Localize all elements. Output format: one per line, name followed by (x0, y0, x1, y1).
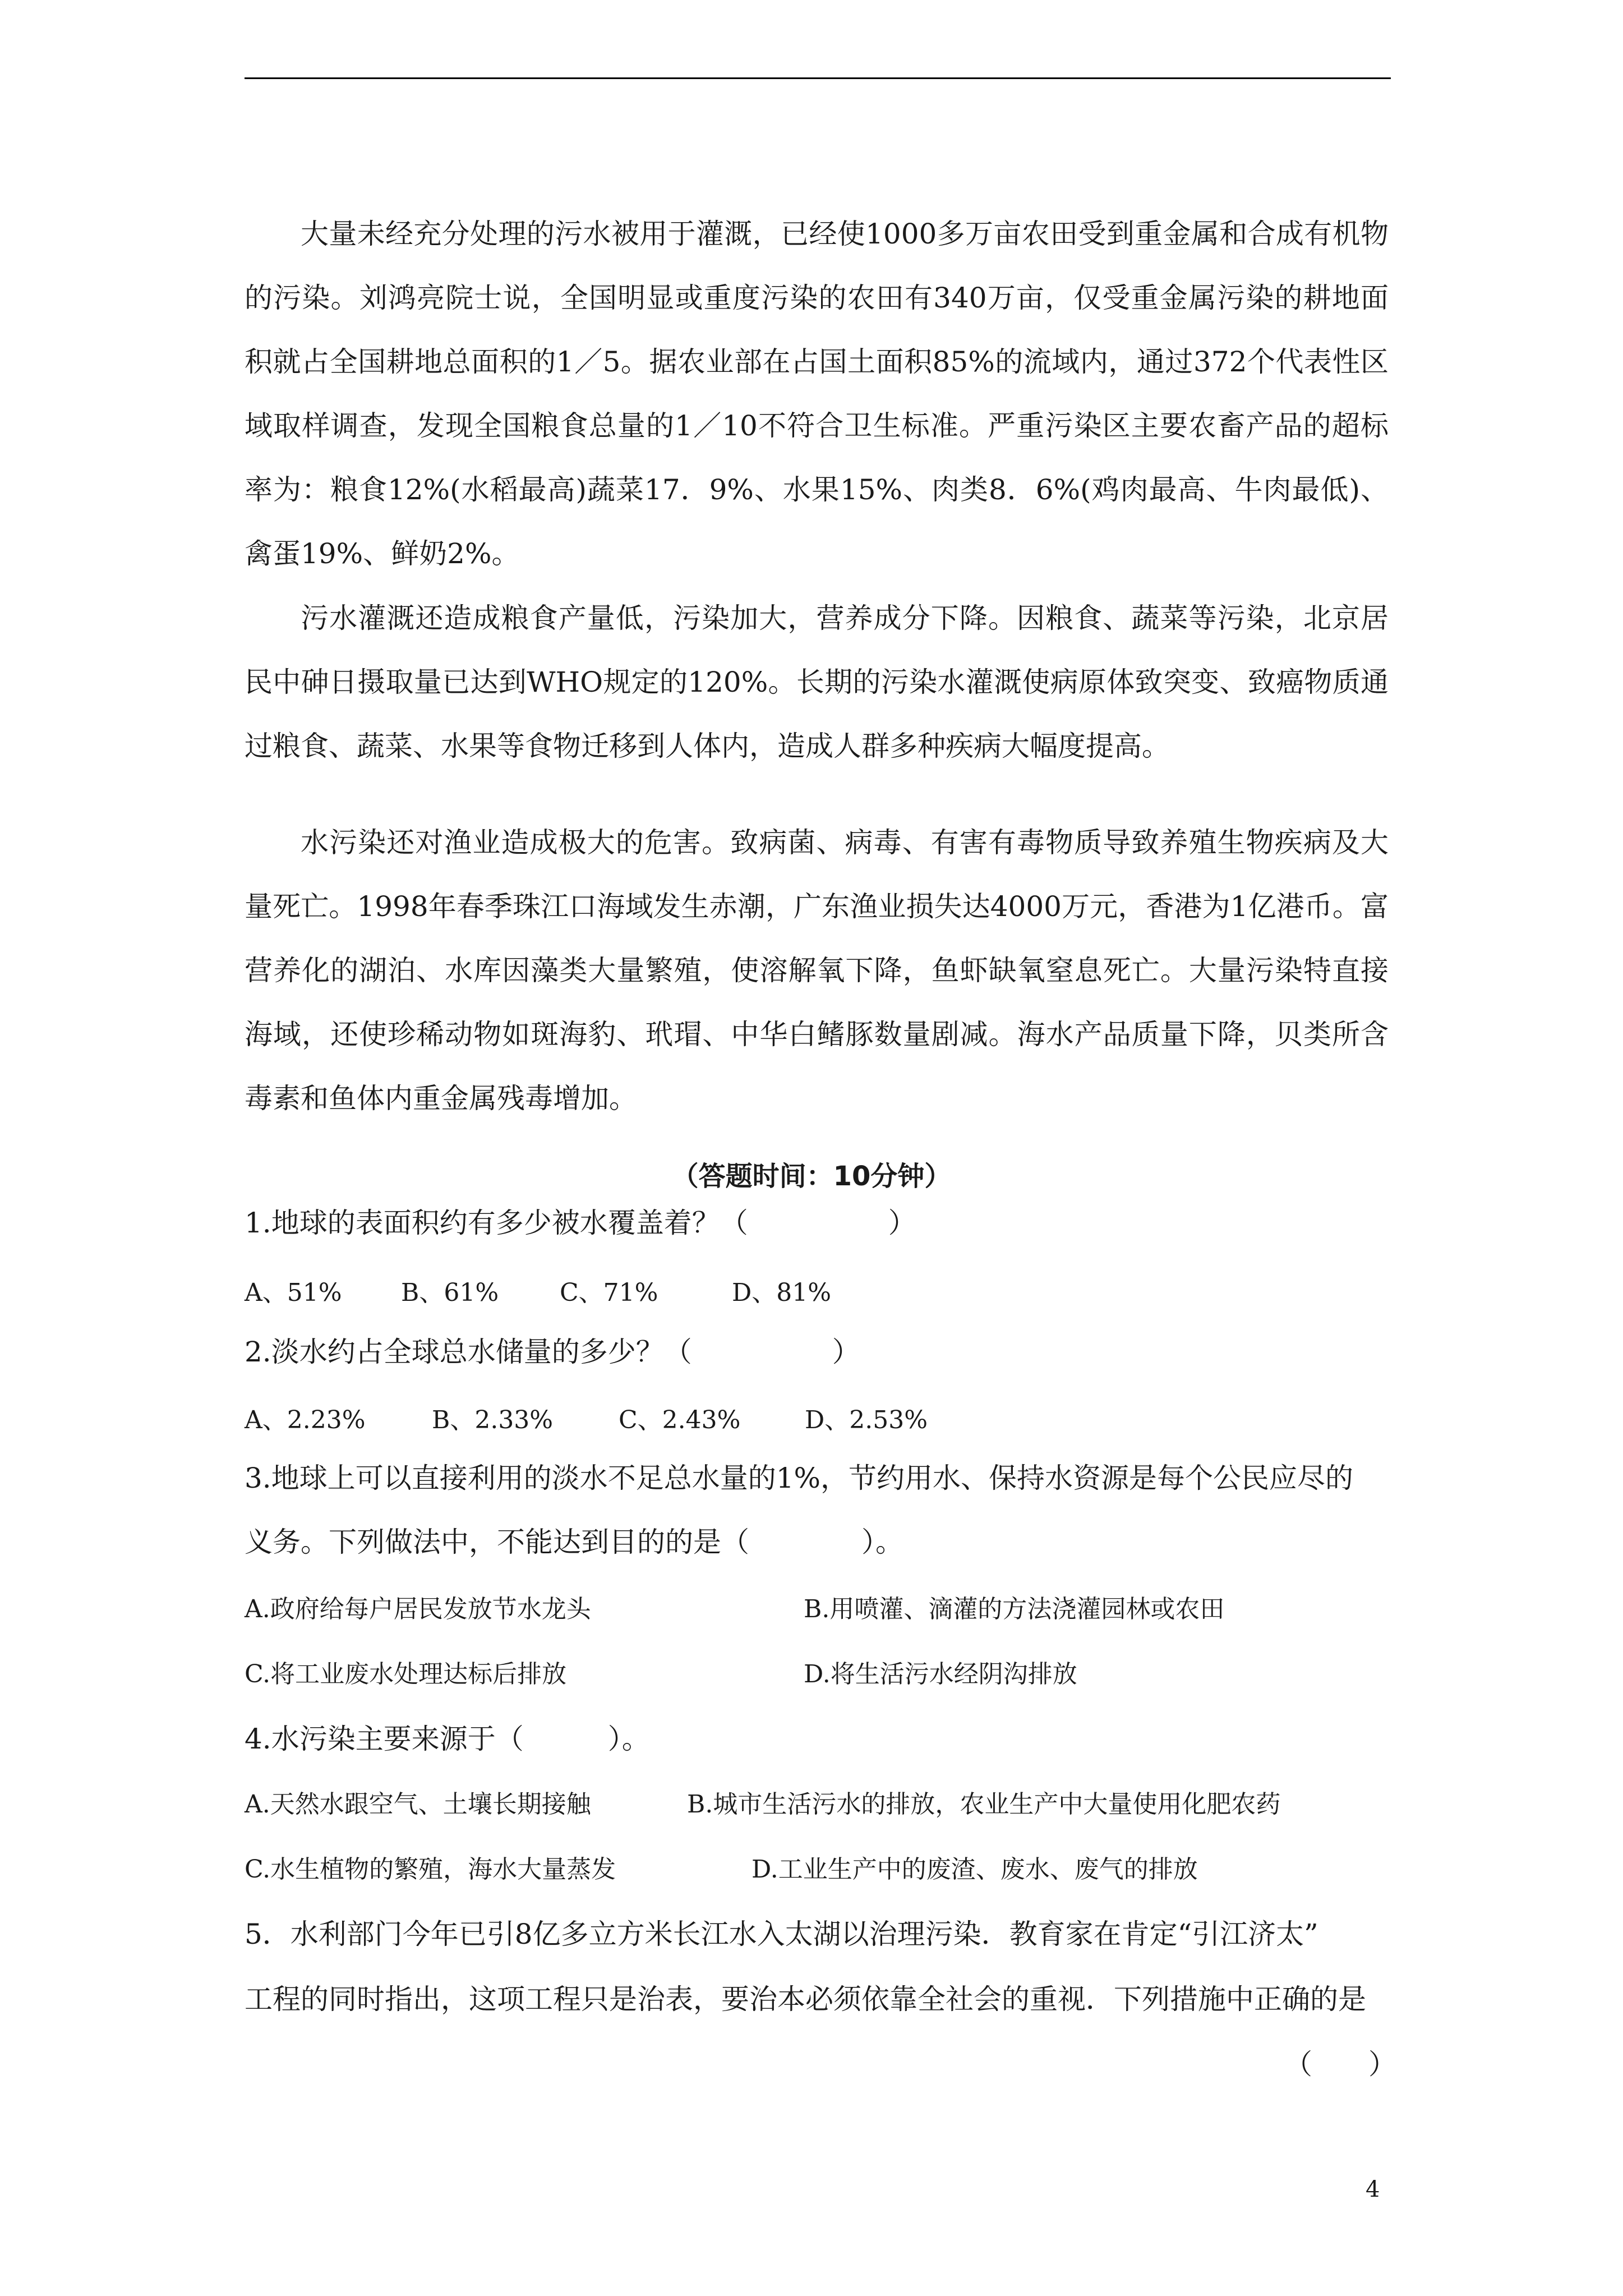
q3-option-b: B.用喷灌、滴灌的方法浇灌园林或农田 (804, 1595, 1225, 1623)
q4-option-a: A.天然水跟空气、土壤长期接触 (245, 1790, 591, 1819)
question-4: 4.水污染主要来源于（ ）。 (245, 1723, 650, 1755)
q4-option-b: B.城市生活污水的排放，农业生产中大量使用化肥农药 (687, 1790, 1281, 1819)
question-5-answer-bracket: （ ） (1284, 2048, 1396, 2081)
question-5-line-2: 工程的同时指出，这项工程只是治表，要治本必须依靠全社会的重视．下列措施中正确的是 (245, 1983, 1366, 2016)
question-2: 2.淡水约占全球总水储量的多少？（ ） (245, 1336, 860, 1368)
quiz-title: （答题时间：10分钟） (671, 1161, 952, 1192)
q1-option-b: B、61% (401, 1278, 499, 1307)
q1-option-d: D、81% (732, 1278, 832, 1307)
paragraph-2: 污水灌溉还造成粮食产量低，污染加大，营养成分下降。因粮食、蔬菜等污染，北京居民中砷日摄取量已达到WHO规定的120%。长期的污染水灌溉使病原体致突变、致癌物质通过粮食、蔬菜、水果等食物迁移到人体内，造成人群多种疾病大幅度提高。 (245, 602, 1389, 762)
q4-option-d: D.工业生产中的废渣、废水、废气的排放 (751, 1855, 1198, 1884)
q3-option-d: D.将生活污水经阴沟排放 (804, 1660, 1077, 1688)
q3-option-c: C.将工业废水处理达标后排放 (245, 1660, 567, 1688)
question-1: 1.地球的表面积约有多少被水覆盖着？（ ） (245, 1207, 916, 1239)
q2-option-c: C、2.43% (619, 1406, 741, 1434)
q1-option-c: C、71% (560, 1278, 658, 1307)
question-5-line-1: 5．水利部门今年已引8亿多立方米长江水入太湖以治理污染．教育家在肯定“引江济太” (245, 1918, 1318, 1950)
q2-option-d: D、2.53% (805, 1406, 928, 1434)
question-3-line-1: 3.地球上可以直接利用的淡水不足总水量的1%，节约用水、保持水资源是每个公民应尽的 (245, 1462, 1354, 1494)
q2-option-b: B、2.33% (432, 1406, 554, 1434)
paragraph-3: 水污染还对渔业造成极大的危害。致病菌、病毒、有害有毒物质导致养殖生物疾病及大量死亡。1998年春季珠江口海域发生赤潮，广东渔业损失达4000万元，香港为1亿港币。富营养化的湖泊、水库因藻类大量繁殖，使溶解氧下降，鱼虾缺氧窒息死亡。大量污染特直接海域，还使珍稀动物如斑海豹、玳瑁、中华白鳍豚数量剧减。海水产品质量下降，贝类所含毒素和鱼体内重金属残毒增加。 (245, 826, 1389, 1115)
q3-option-a: A.政府给每户居民发放节水龙头 (245, 1595, 591, 1623)
paragraph-1: 大量未经充分处理的污水被用于灌溉，已经使1000多万亩农田受到重金属和合成有机物的污染。刘鸿亮院士说，全国明显或重度污染的农田有340万亩，仅受重金属污染的耕地面积就占全国耕地总面积的1／5。据农业部在占国土面积85%的流域内，通过372个代表性区域取样调查，发现全国粮食总量的1／10不符合卫生标准。严重污染区主要农畜产品的超标率为：粮食12%(水稻最高)蔬菜17．9%、水果15%、肉类8．6%(鸡肉最高、牛肉最低)、禽蛋19%、鲜奶2%。 (245, 218, 1389, 570)
q1-option-a: A、51% (245, 1278, 342, 1307)
q2-option-a: A、2.23% (245, 1406, 366, 1434)
page-number: 4 (1366, 2177, 1380, 2202)
header-rule (245, 77, 1391, 79)
question-3-line-2: 义务。下列做法中，不能达到目的的是（ ）。 (245, 1526, 903, 1558)
q4-option-c: C.水生植物的繁殖，海水大量蒸发 (245, 1855, 616, 1884)
